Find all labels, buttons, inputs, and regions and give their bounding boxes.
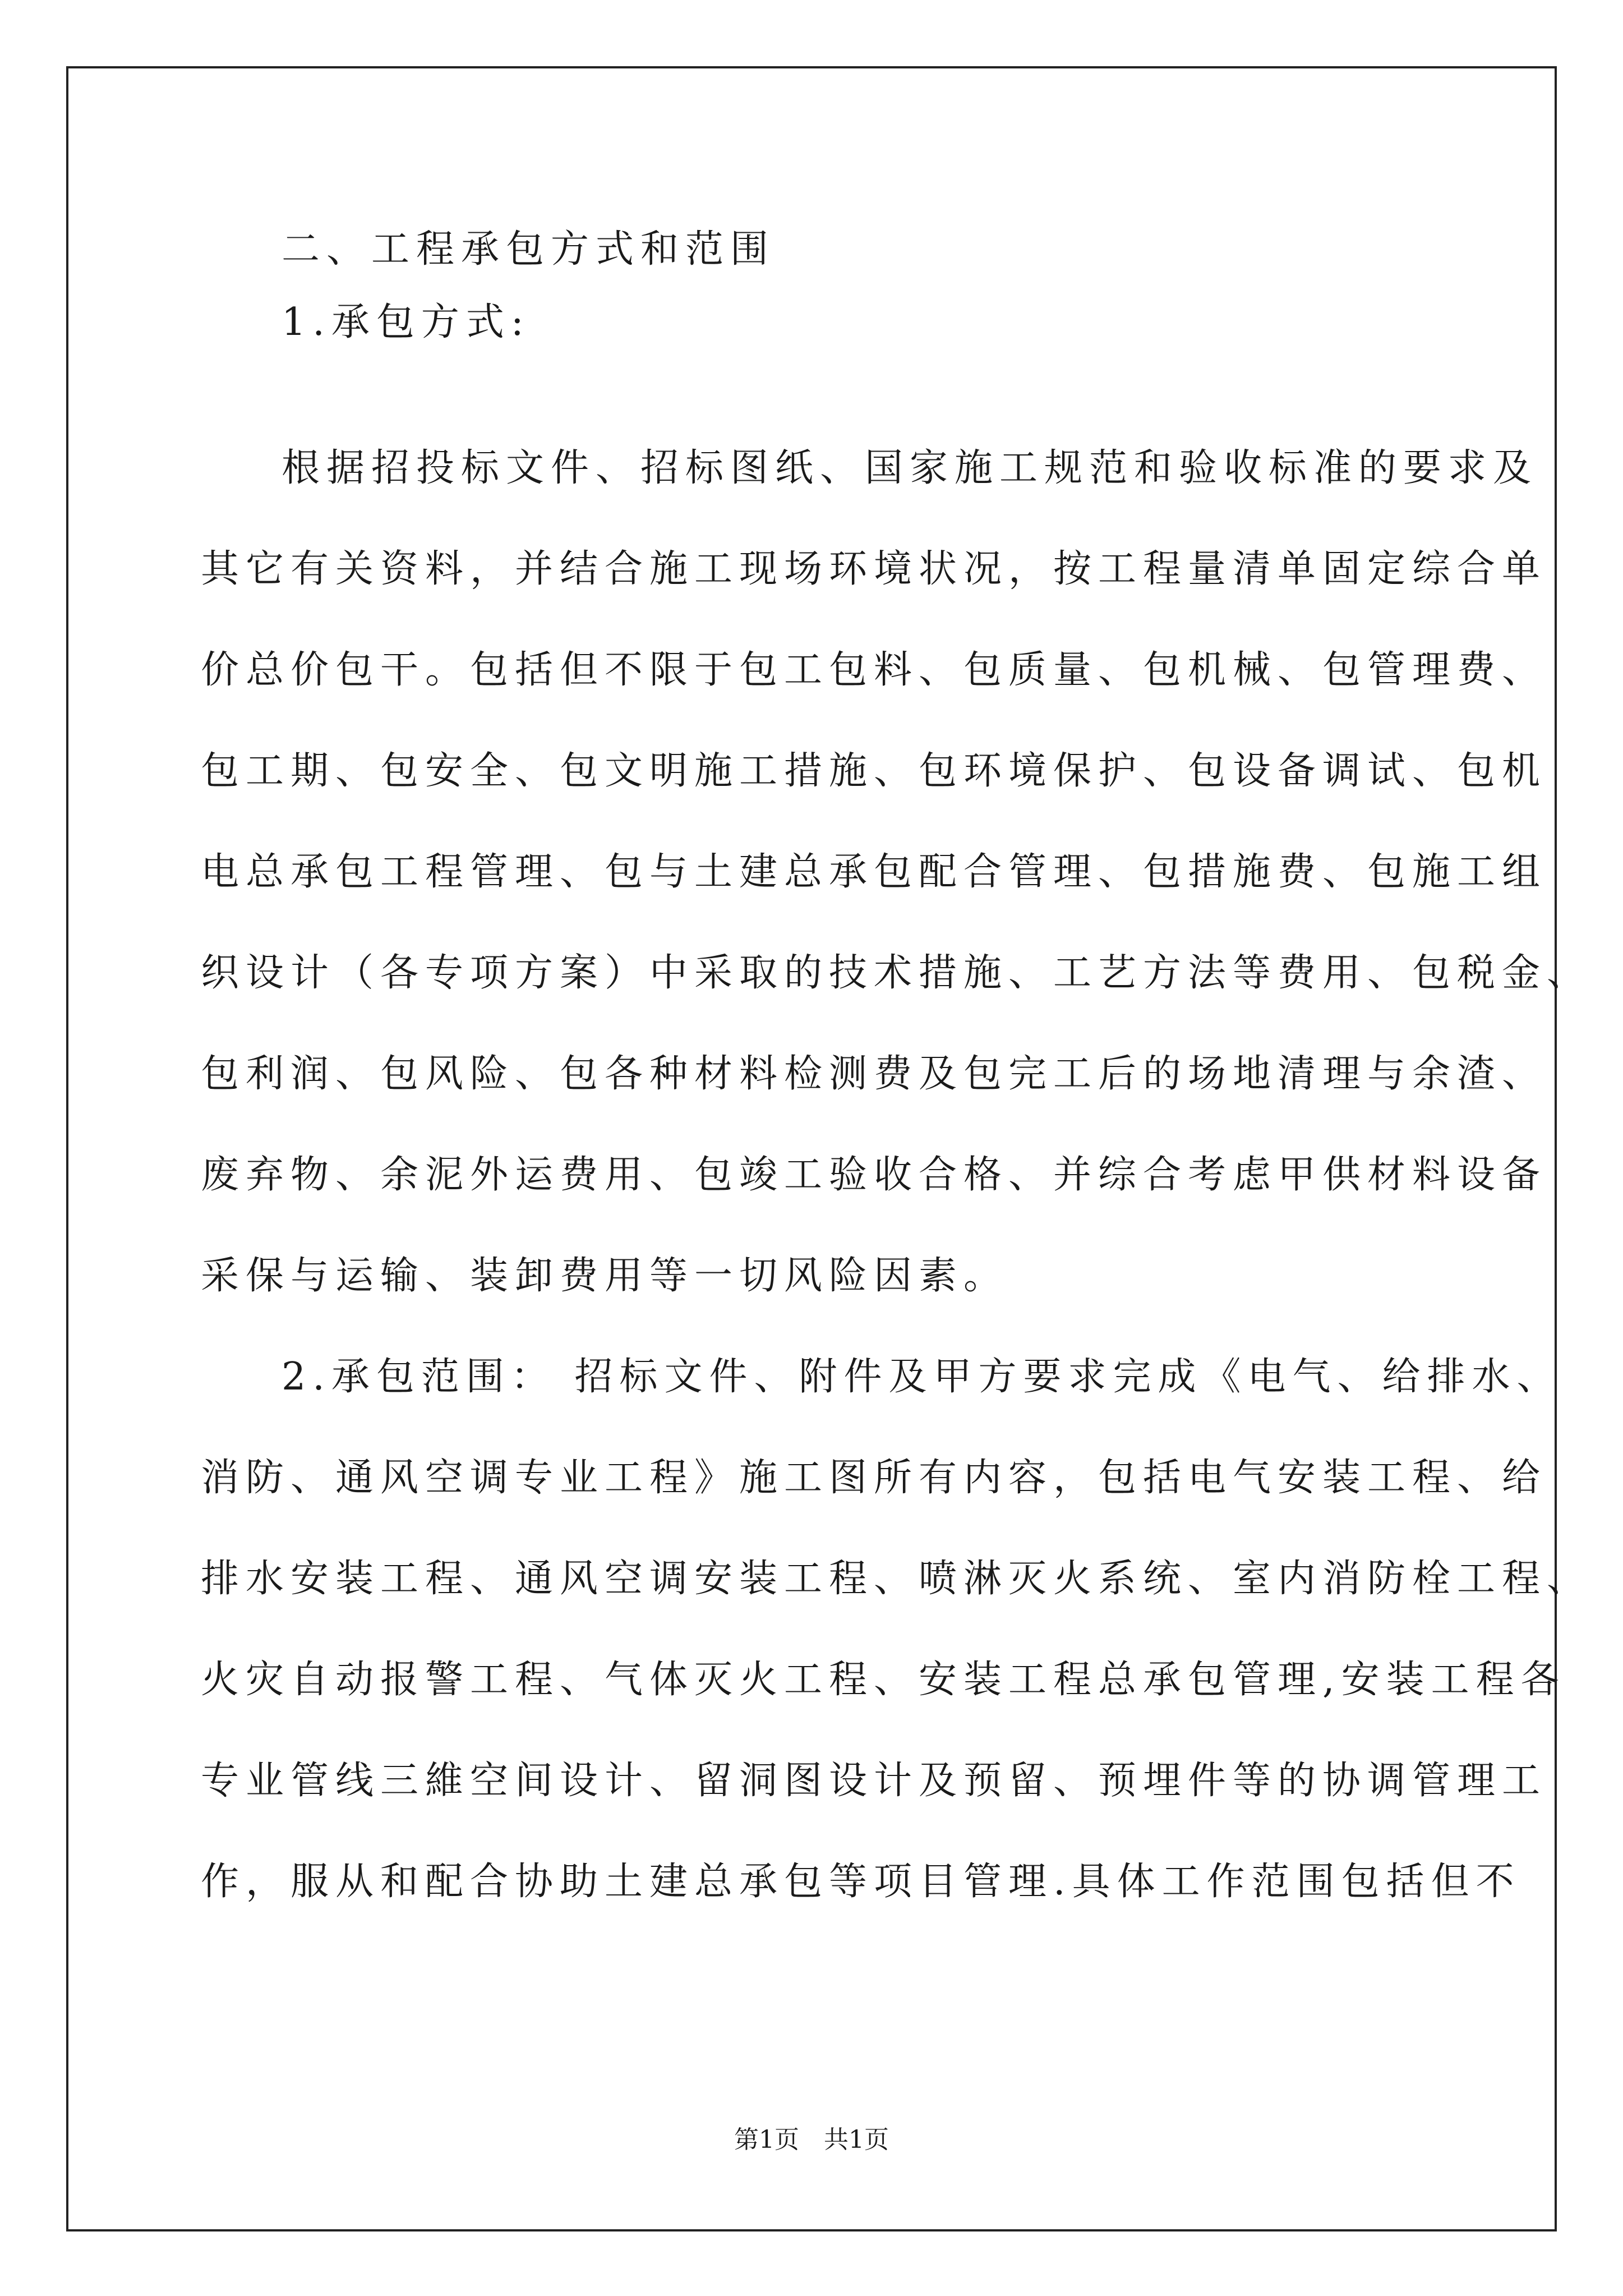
paragraph-line: 包利润、包风险、包各种材料检测费及包完工后的场地清理与余渣、 xyxy=(201,1052,1547,1096)
paragraph-line: 专业管线三維空间设计、留洞图设计及预留、预埋件等的协调管理工 xyxy=(201,1759,1547,1803)
paragraph-line: 根据招投标文件、招标图纸、国家施工规范和验收标准的要求及 xyxy=(282,446,1538,490)
paragraph-line: 排水安装工程、通风空调安装工程、喷淋灭火系统、室内消防栓工程、 xyxy=(201,1557,1592,1601)
paragraph-line: 包工期、包安全、包文明施工措施、包环境保护、包设备调试、包机 xyxy=(201,749,1547,793)
paragraph-line: 采保与运输、装卸费用等一切风险因素。 xyxy=(201,1254,1009,1298)
section-heading: 二、工程承包方式和范围 xyxy=(282,227,776,272)
paragraph-line: 2.承包范围： 招标文件、附件及甲方要求完成《电气、给排水、 xyxy=(282,1355,1562,1399)
paragraph-line: 作，服从和配合协助土建总承包等项目管理.具体工作范围包括但不 xyxy=(201,1860,1521,1904)
paragraph-line: 其它有关资料，并结合施工现场环境状况，按工程量清单固定综合单 xyxy=(201,547,1547,591)
paragraph-line: 织设计（各专项方案）中采取的技术措施、工艺方法等费用、包税金、 xyxy=(201,951,1592,995)
page-number-footer: 第1页 共1页 xyxy=(734,2125,889,2154)
subsection-heading-contract-method: 1.承包方式: xyxy=(282,300,531,344)
paragraph-line: 消防、通风空调专业工程》施工图所有内容，包括电气安装工程、给 xyxy=(201,1456,1547,1500)
paragraph-line: 电总承包工程管理、包与土建总承包配合管理、包措施费、包施工组 xyxy=(201,850,1547,894)
paragraph-line: 价总价包干。包括但不限于包工包料、包质量、包机械、包管理费、 xyxy=(201,648,1547,692)
paragraph-line: 废弃物、余泥外运费用、包竣工验收合格、并综合考虑甲供材料设备 xyxy=(201,1153,1547,1197)
paragraph-line: 火灾自动报警工程、气体灭火工程、安装工程总承包管理,安装工程各 xyxy=(201,1658,1566,1702)
